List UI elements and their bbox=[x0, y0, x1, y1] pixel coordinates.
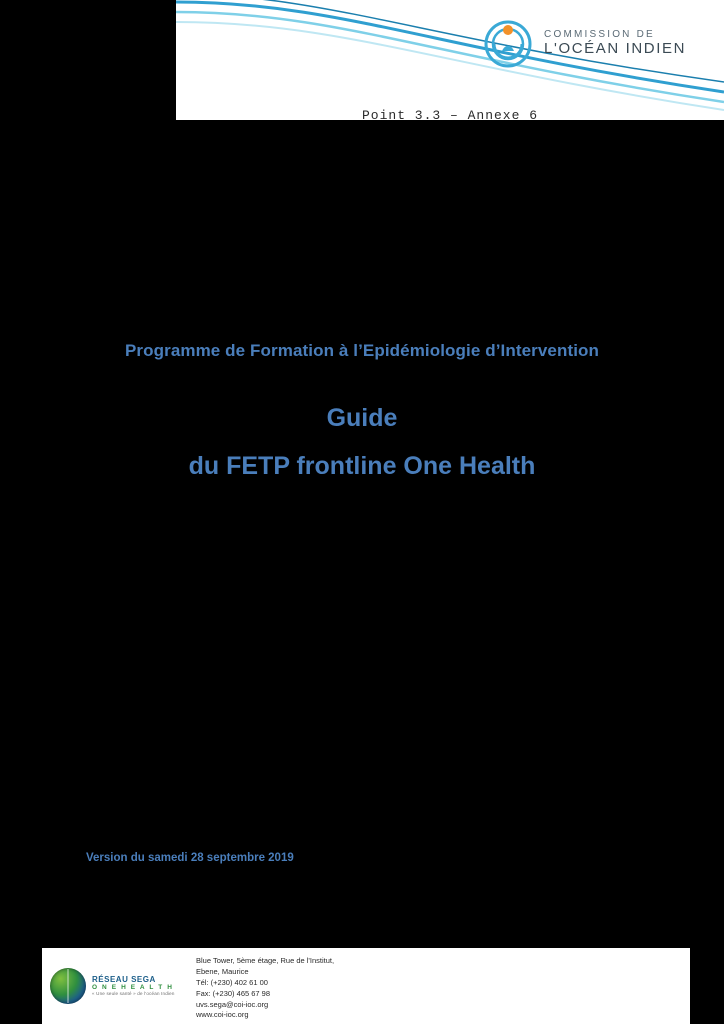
document-reference: Point 3.3 – Annexe 6 bbox=[361, 108, 539, 123]
globe-icon bbox=[50, 968, 86, 1004]
page-title: Guide bbox=[326, 404, 398, 433]
ioc-logo-mark-icon bbox=[482, 17, 534, 69]
ioc-logo-line2: L'OCÉAN INDIEN bbox=[544, 40, 686, 58]
address-line-1: Blue Tower, 5ème étage, Rue de l'Institut, bbox=[196, 956, 335, 965]
title-block bbox=[60, 340, 664, 484]
address-email[interactable]: uvs.sega@coi-ioc.org bbox=[196, 999, 269, 1009]
version-label: Version du samedi 28 septembre 2019 bbox=[86, 852, 294, 864]
address-line-2: Ebene, Maurice bbox=[196, 966, 249, 976]
sega-one-health-logo bbox=[50, 954, 180, 1018]
footer-right-mask bbox=[690, 940, 724, 1024]
sega-logo-line2: O N E H E A L T H bbox=[92, 984, 174, 992]
address-line-4: Fax: (+230) 465 67 98 bbox=[196, 988, 271, 998]
sega-logo-line3: « Une seule santé » de l'océan Indien bbox=[92, 990, 175, 996]
page-subtitle: du FETP frontline One Health bbox=[188, 451, 536, 480]
sega-logo-line1: RÉSEAU SEGA bbox=[92, 974, 156, 984]
ioc-logo bbox=[482, 14, 686, 72]
address-line-3: Tél: (+230) 402 61 00 bbox=[196, 977, 268, 987]
header-band bbox=[176, 0, 724, 120]
ioc-logo-line1: COMMISSION DE bbox=[544, 28, 655, 40]
footer-band bbox=[42, 948, 696, 1024]
programme-subtitle: Programme de Formation à l’Epidémiologie d’Intervention bbox=[124, 341, 599, 360]
address-website[interactable]: www.coi-ioc.org bbox=[196, 1010, 249, 1020]
footer-address bbox=[196, 956, 334, 1021]
